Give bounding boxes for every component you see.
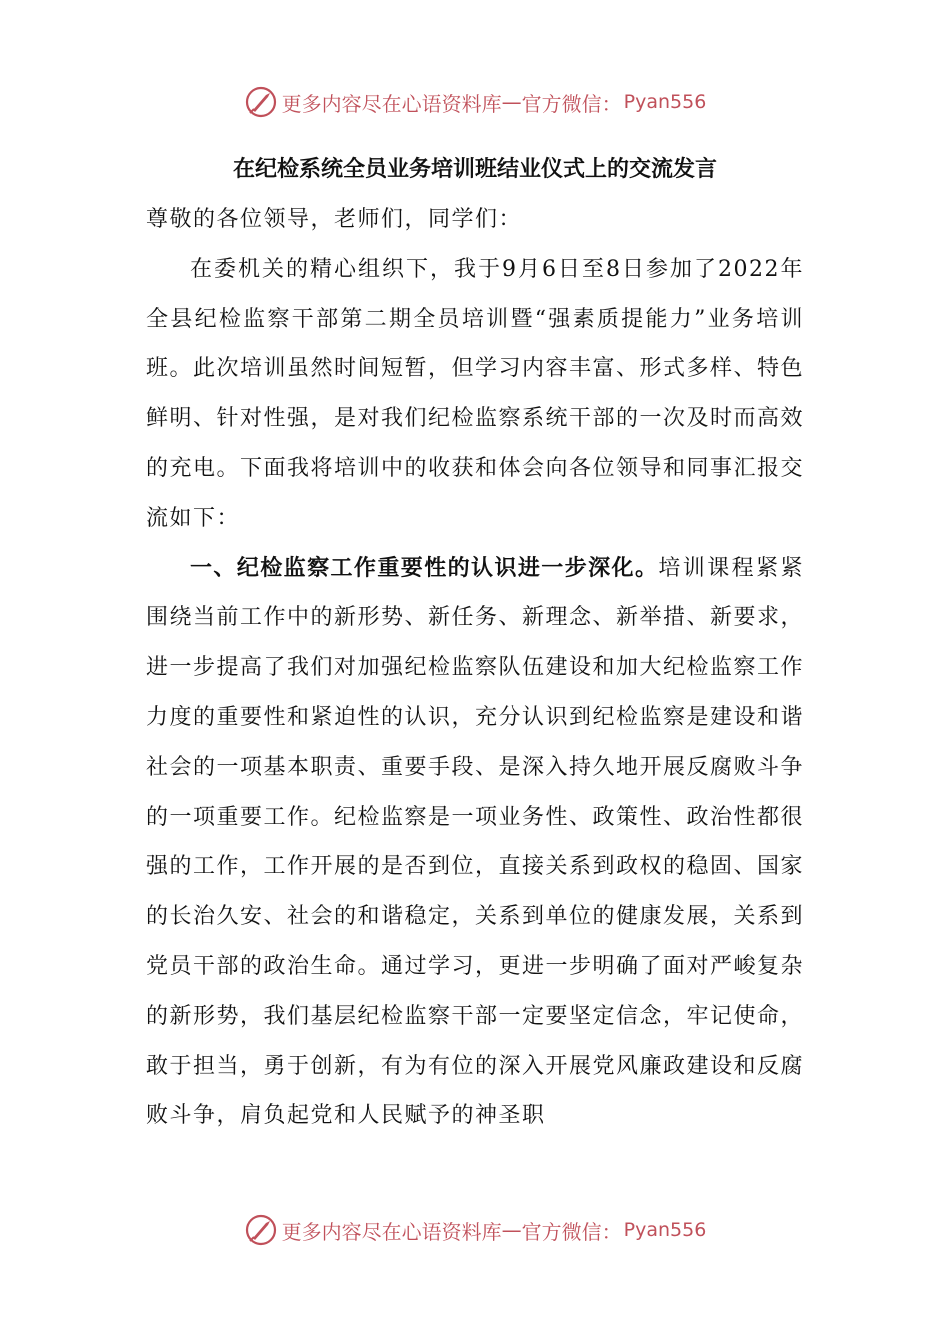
watermark-label: 官方微信： — [521, 1219, 622, 1244]
watermark-id: Pyan556 — [623, 91, 707, 113]
watermark-separator: — — [501, 90, 522, 114]
paragraph-section-1 — [146, 544, 804, 1142]
section-1-heading: 一、纪检监察工作重要性的认识进一步深化。 — [190, 555, 659, 581]
quill-logo-icon — [244, 85, 278, 119]
salutation: 尊敬的各位领导，老师们，同学们： — [146, 207, 523, 232]
watermark-text: 更多内容尽在心语资料库 — [281, 1219, 502, 1244]
footer-watermark — [0, 1210, 950, 1250]
paragraph-intro: 在委机关的精心组织下，我于9月6日至8日参加了2022年全县纪检监察干部第二期全员培训暨“强素质提能力”业务培训班。此次培训虽然时间短暂，但学习内容丰富、形式多样、特色鲜明、针对性强，是对我们纪检监察系统干部的一次及时而高效的充电。下面我将培训中的收获和体会向各位领导和同事汇报交流如下： — [146, 256, 805, 531]
quill-logo-icon — [244, 1213, 278, 1247]
watermark-text: 更多内容尽在心语资料库 — [281, 91, 502, 116]
watermark-id: Pyan556 — [623, 1219, 707, 1241]
section-1-text: 培训课程紧紧围绕当前工作中的新形势、新任务、新理念、新举措、新要求，进一步提高了我们对加强纪检监察队伍建设和加大纪检监察工作力度的重要性和紧迫性的认识，充分认识到纪检监察是建设和谐社会的一项基本职责、重要手段、是深入持久地开展反腐败斗争的一项重要工作。纪检监察是一项业务性、政策性、政治性都很强的工作，工作开展的是否到位，直接关系到政权的稳固、国家的长治久安、社会的和谐稳定，关系到单位的健康发展，关系到党员干部的政治生命。通过学习，更进一步明确了面对严峻复杂的新形势，我们基层纪检监察干部一定要坚定信念，牢记使命，敢于担当，勇于创新，有为有位的深入开展党风廉政建设和反腐败斗争，肩负起党和人民赋予的神圣职 — [146, 555, 805, 1129]
document-body — [146, 195, 804, 1141]
document-title: 在纪检系统全员业务培训班结业仪式上的交流发言 — [232, 157, 717, 182]
watermark-label: 官方微信： — [521, 91, 622, 116]
watermark-separator: — — [501, 1218, 522, 1242]
header-watermark — [0, 82, 950, 122]
